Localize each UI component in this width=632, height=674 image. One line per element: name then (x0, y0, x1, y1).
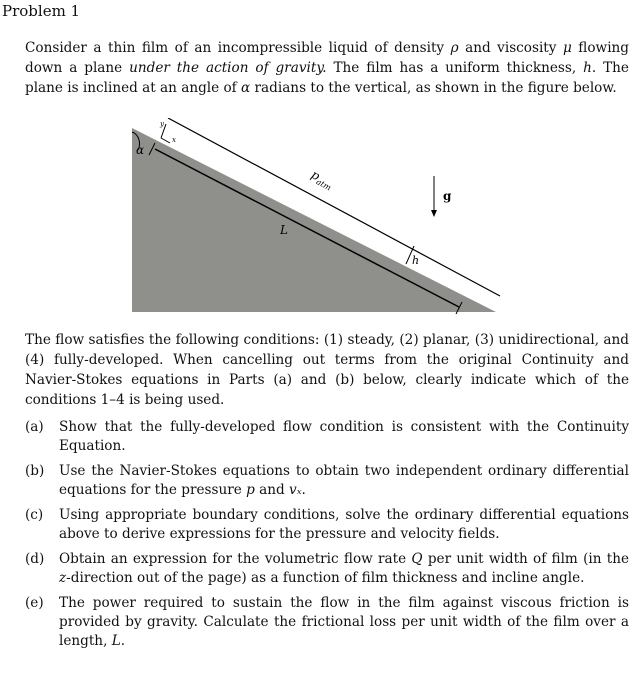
part-item (25, 506, 629, 544)
text-segment: radians to the vertical, as shown in the figure below. (250, 80, 617, 96)
part-text (59, 462, 629, 500)
part-text (59, 506, 629, 544)
part-item (25, 550, 629, 588)
text-segment: The power required to sustain the flow in the film against viscous friction is provided by gravity. Calculate the frictional loss per unit width of the film over a length, (59, 595, 629, 649)
text-segment: Use the Navier-Stokes equations to obtain two independent ordinary differential equations for the pressure (59, 463, 629, 498)
part-label: (a) (25, 419, 44, 435)
text-segment: -direction out of the page) as a function of film thickness and incline angle. (66, 570, 585, 586)
text-segment: Obtain an expression for the volumetric flow rate (59, 551, 412, 567)
x-axis-label: x (172, 136, 176, 144)
problem-title: Problem 1 (2, 2, 81, 20)
part-text (59, 550, 629, 588)
text-segment: p (246, 482, 255, 498)
text-segment: under the action of gravity. (129, 60, 327, 76)
part-item (25, 462, 629, 500)
text-segment: flowing down a plane (25, 40, 629, 76)
text-segment: L (111, 633, 121, 649)
text-segment: μ (562, 40, 572, 56)
parts-list (25, 418, 629, 657)
part-item (25, 594, 629, 651)
text-segment: vₓ (289, 482, 302, 498)
gravity-arrowhead (431, 210, 437, 217)
text-segment: ρ (450, 40, 459, 56)
part-text (59, 594, 629, 651)
inclined-plane-figure (120, 118, 510, 318)
text-segment: z (59, 570, 67, 586)
thickness-label: h (412, 254, 420, 267)
part-label: (e) (25, 595, 44, 611)
text-segment: Using appropriate boundary conditions, solve the ordinary differential equations above to derive expressions for the pressure and velocity fields. (59, 507, 629, 542)
text-segment: α (241, 80, 251, 96)
alpha-label: α (136, 143, 145, 157)
conditions-paragraph: The flow satisfies the following conditions: (1) steady, (2) planar, (3) unidirectional, and (4) fully-developed. When cancelling out terms from the original Continuity and Navier-Stokes equations in Parts (a) and (b) below, clearly indicate which of the conditions 1–4 is being used. (25, 332, 629, 408)
part-item (25, 418, 629, 456)
text-segment: and (254, 482, 290, 498)
text-segment: Consider a thin film of an incompressible liquid of density (25, 40, 451, 56)
inclined-solid (132, 128, 496, 312)
part-label: (d) (25, 551, 45, 567)
part-label: (b) (25, 463, 45, 479)
intro-paragraph (25, 38, 629, 98)
part-label: (c) (25, 507, 44, 523)
text-segment: per unit width of film (in the (422, 551, 629, 567)
part-text (59, 418, 629, 456)
gravity-label: g (443, 189, 452, 203)
x-axis-arrow (161, 138, 170, 143)
text-segment: Show that the fully-developed flow condition is consistent with the Continuity Equation. (59, 419, 629, 454)
patm-label: $p_{atm}$ (308, 167, 333, 193)
text-segment: h (583, 60, 592, 76)
text-segment: . (120, 633, 126, 649)
length-label: L (280, 223, 288, 237)
text-segment: Q (411, 551, 423, 567)
text-segment: The film has a uniform thickness, (326, 60, 584, 76)
y-axis-label: y (160, 120, 164, 128)
text-segment: and viscosity (458, 40, 563, 56)
text-segment: . (301, 482, 306, 498)
text-segment: . The plane is inclined at an angle of (25, 60, 629, 96)
